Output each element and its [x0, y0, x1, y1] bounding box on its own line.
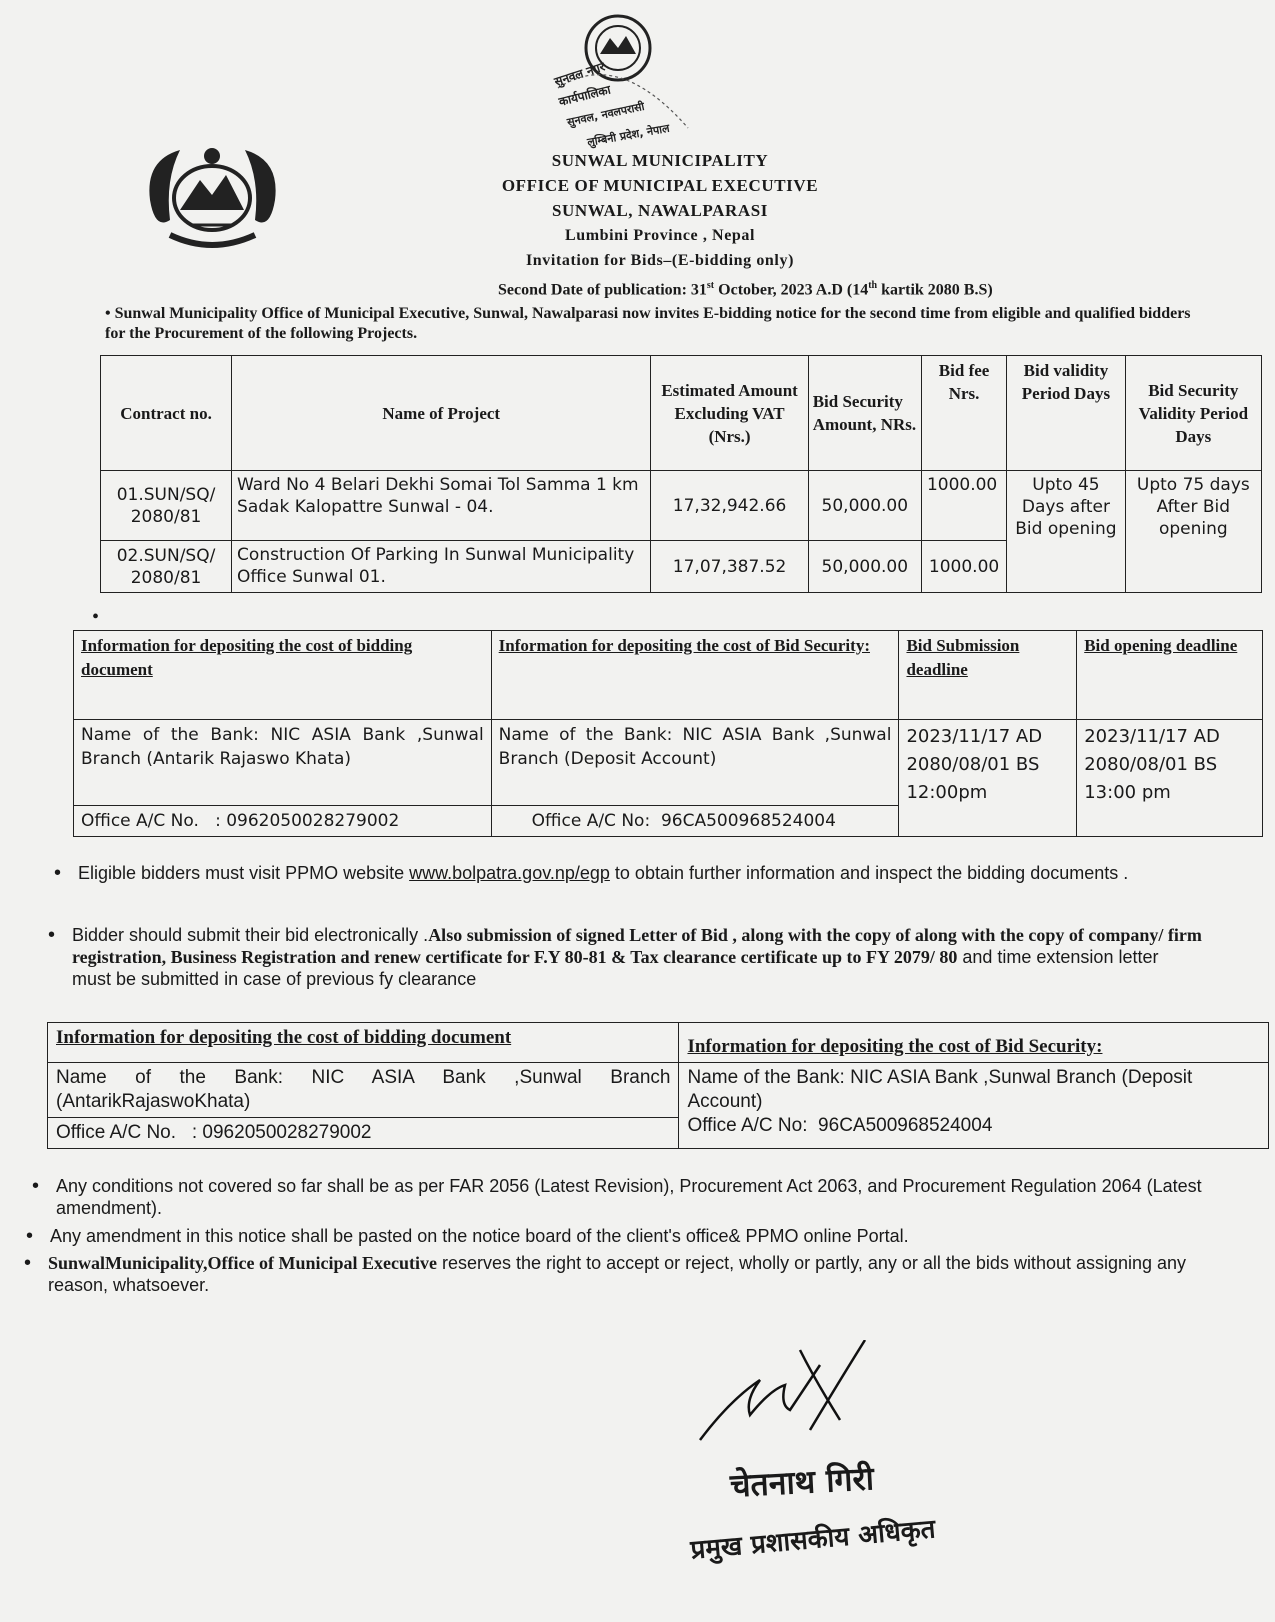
bid-security-cell: 50,000.00: [808, 471, 921, 541]
bullet-submission-requirements: • Bidder should submit their bid electronically .Also submission of signed Letter of Bid , along with the copy of along with the copy of company/ firm registration, Business Registration and renew certificate for F.Y 80-81 & Tax clearance certificate up to FY 2079/ 80 and time extension letter must be submitted in case of previous fy clearance: [48, 924, 1202, 989]
col-bid-validity: Bid validity Period Days: [1007, 356, 1125, 471]
bid-security-bank-cell: [679, 1063, 1269, 1149]
bullet-conditions: • Any conditions not covered so far shall be as per FAR 2056 (Latest Revision), Procurement Act 2063, and Procurement Regulation 2064 (Latest amendment).: [32, 1175, 1202, 1218]
bid-security-account-text: Office A/C No: 96CA500968524004: [687, 1115, 993, 1136]
col-bid-fee: Bid fee Nrs.: [921, 356, 1006, 471]
col-bid-security: Bid Security Amount, NRs.: [808, 356, 921, 471]
bid-validity-cell: Upto 45 Days after Bid opening: [1007, 471, 1125, 593]
officer-name: चेतनाथ गिरी: [729, 1459, 875, 1505]
bullet-ppmo-website: • Eligible bidders must visit PPMO website www.bolpatra.gov.np/egp to obtain further information and inspect the bidding documents .: [54, 862, 1129, 884]
bid-security-info-heading: Information for depositing the cost of Bid Security:: [679, 1023, 1269, 1063]
project-name-cell: Construction Of Parking In Sunwal Municipality Office Sunwal 01.: [232, 541, 651, 593]
officer-stamp: [690, 1460, 990, 1600]
submission-date-ad: 2023/11/17 AD: [906, 726, 1043, 747]
intro-paragraph: • Sunwal Municipality Office of Municipal Executive, Sunwal, Nawalparasi now invites E-bidding notice for the second time from eligible and qualified bidders for the Procurement of the following Projects.: [105, 305, 1191, 342]
col-project-name: Name of Project: [232, 356, 651, 471]
submission-time: 12:00pm: [906, 782, 988, 803]
project-name-cell: Ward No 4 Belari Dekhi Somai Tol Samma 1 km Sadak Kalopattre Sunwal - 04.: [232, 471, 651, 541]
officer-title: प्रमुख प्रशासकीय अधिकृत: [689, 1514, 937, 1566]
security-validity-cell: Upto 75 days After Bid opening: [1125, 471, 1261, 593]
contract-no-cell: 01.SUN/SQ/ 2080/81: [101, 471, 232, 541]
nepal-emblem-icon: [140, 140, 285, 260]
bid-security-info-heading: Information for depositing the cost of Bid Security:: [491, 631, 899, 720]
contract-no-cell: 02.SUN/SQ/ 2080/81: [101, 541, 232, 593]
bidding-doc-info-heading: Information for depositing the cost of bidding document: [74, 631, 492, 720]
opening-deadline-heading: Bid opening deadline: [1077, 631, 1263, 720]
opening-date-ad: 2023/11/17 AD: [1084, 726, 1220, 747]
table-row: [101, 471, 1262, 541]
bullet-icon: •: [48, 924, 56, 946]
bid-fee-cell: 1000.00: [921, 541, 1006, 593]
deposit-info-table-2: [47, 1022, 1269, 1149]
estimated-amount-cell: 17,07,387.52: [651, 541, 808, 593]
col-estimated-amount: Estimated Amount Excluding VAT (Nrs.): [651, 356, 808, 471]
table-row: [48, 1063, 1269, 1118]
submission-deadline-cell: [899, 720, 1077, 837]
opening-time: 13:00 pm: [1084, 782, 1171, 803]
opening-deadline-cell: [1077, 720, 1263, 837]
bolpatra-link[interactable]: www.bolpatra.gov.np/egp: [409, 863, 610, 883]
header-line-1: SUNWAL MUNICIPALITY: [551, 151, 769, 170]
bid-security-bank-cell: Name of the Bank: NIC ASIA Bank ,Sunwal Branch (Deposit Account): [491, 720, 899, 806]
signature-icon: [690, 1340, 920, 1450]
submission-date-bs: 2080/08/01 BS: [906, 754, 1040, 775]
header-line-2: OFFICE OF MUNICIPAL EXECUTIVE: [501, 176, 819, 195]
bullet-icon: •: [24, 1252, 32, 1274]
table-row: [74, 720, 1263, 806]
table-header-row: [101, 356, 1262, 471]
bidding-doc-bank-cell: Name of the Bank: NIC ASIA Bank ,Sunwal Branch (AntarikRajaswoKhata): [48, 1063, 679, 1118]
header-line-5: Invitation for Bids–(E-bidding only): [525, 252, 795, 269]
header-line-3: SUNWAL, NAWALPARASI: [551, 201, 769, 220]
bid-fee-cell: 1000.00: [921, 471, 1006, 541]
document-header: [420, 148, 900, 273]
bullet-reserves-right: • SunwalMunicipality,Office of Municipal Executive reserves the right to accept or reject, wholly or partly, any or all the bids without assigning any reason, whatsoever.: [24, 1252, 1187, 1295]
bid-security-cell: 50,000.00: [808, 541, 921, 593]
svg-text:कार्यपालिका: कार्यपालिका: [557, 82, 612, 109]
bullet-icon: •: [54, 862, 62, 884]
deposit-info-table: [73, 630, 1263, 837]
col-security-validity: Bid Security Validity Period Days: [1125, 356, 1261, 471]
bullet-icon: •: [32, 1175, 40, 1197]
bullet-icon: •: [26, 1225, 34, 1247]
bidding-doc-account-cell: Office A/C No. : 0962050028279002: [48, 1118, 679, 1149]
bidding-doc-info-heading: Information for depositing the cost of bidding document: [48, 1023, 679, 1063]
col-contract-no: Contract no.: [101, 356, 232, 471]
submission-deadline-heading: Bid Submission deadline: [899, 631, 1077, 720]
bid-security-account-cell: Office A/C No: 96CA500968524004: [491, 806, 899, 837]
bid-security-bank-text: Name of the Bank: NIC ASIA Bank ,Sunwal Branch (Deposit Account): [687, 1067, 1193, 1112]
projects-table: [100, 355, 1262, 593]
bidding-doc-bank-cell: Name of the Bank: NIC ASIA Bank ,Sunwal Branch (Antarik Rajaswo Khata): [74, 720, 492, 806]
bullet-amendment: • Any amendment in this notice shall be pasted on the notice board of the client's office& PPMO online Portal.: [26, 1225, 909, 1247]
bidding-doc-account-cell: Office A/C No. : 0962050028279002: [74, 806, 492, 837]
empty-bullet: •: [92, 606, 100, 628]
svg-text:सुनवल नगर: सुनवल नगर: [552, 59, 607, 89]
table-header-row: [74, 631, 1263, 720]
table-header-row: [48, 1023, 1269, 1063]
opening-date-bs: 2080/08/01 BS: [1084, 754, 1218, 775]
estimated-amount-cell: 17,32,942.66: [651, 471, 808, 541]
municipality-seal-icon: [548, 8, 723, 153]
svg-text:सुनवल, नवलपरासी: सुनवल, नवलपरासी: [565, 99, 646, 129]
publication-date: Second Date of publication: 31st October, 2023 A.D (14th kartik 2080 B.S): [498, 280, 993, 299]
svg-text:लुम्बिनी प्रदेश, नेपाल: लुम्बिनी प्रदेश, नेपाल: [586, 121, 671, 149]
header-line-4: Lumbini Province , Nepal: [564, 227, 756, 244]
